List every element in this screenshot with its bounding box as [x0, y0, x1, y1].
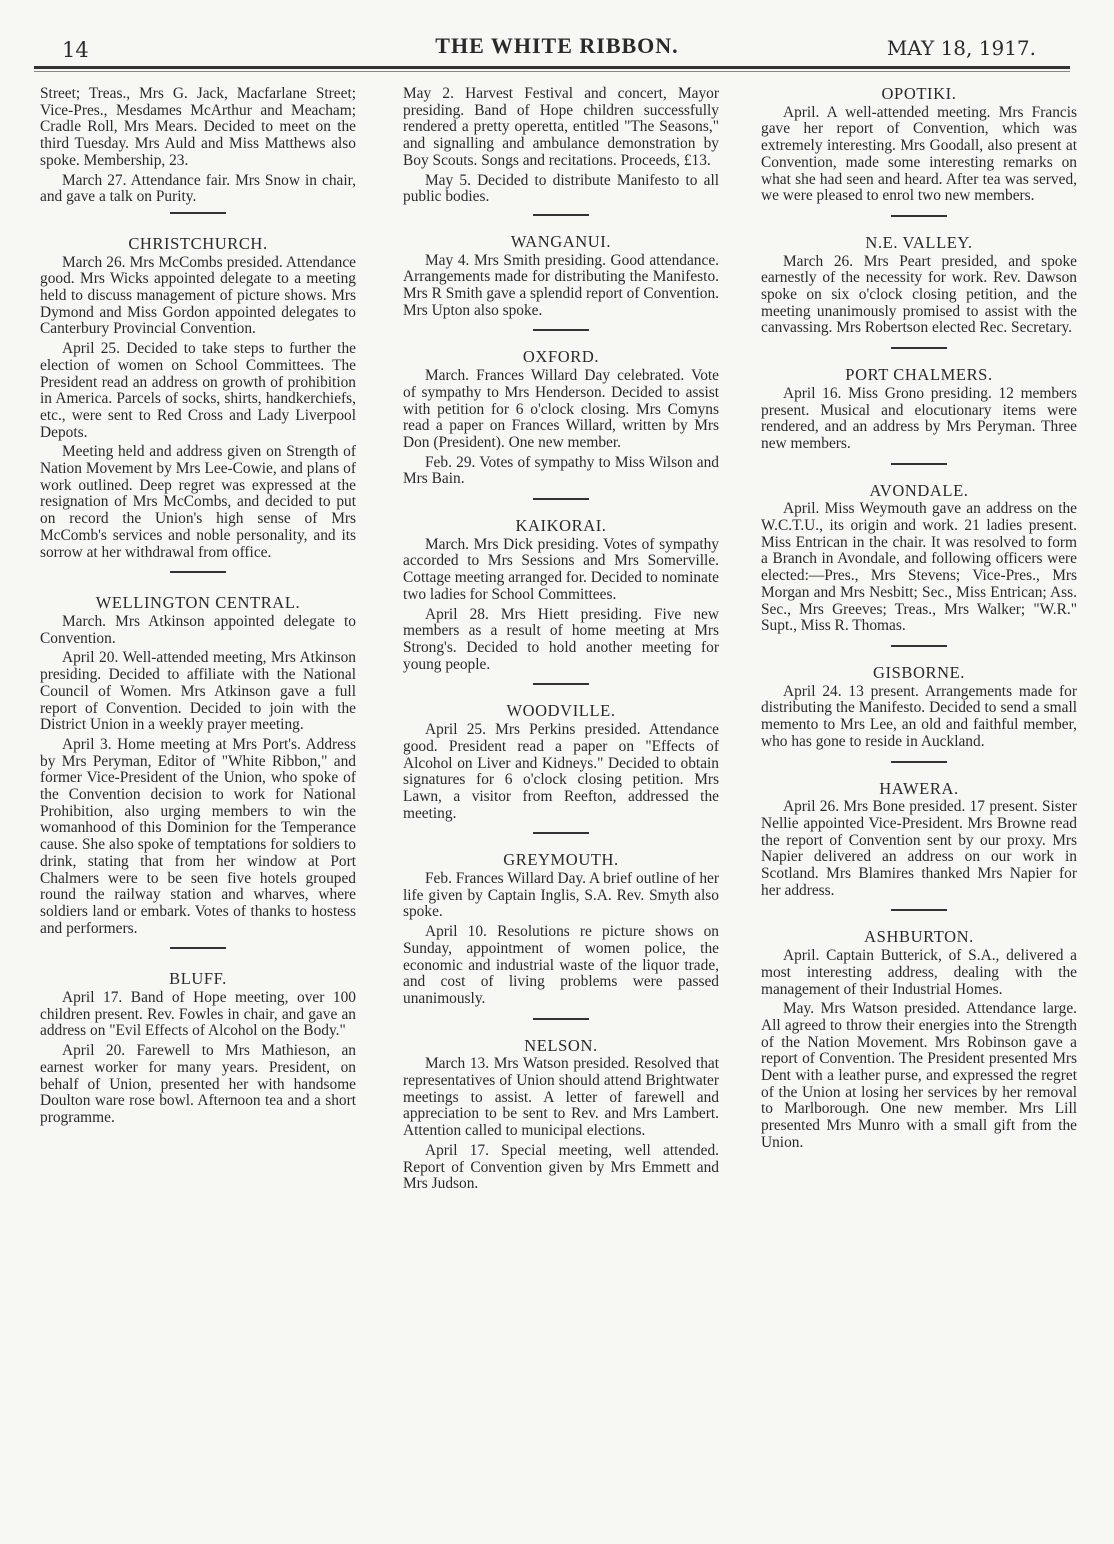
branch-heading: OPOTIKI. [881, 84, 957, 103]
section-divider [891, 463, 947, 465]
branch-report [403, 349, 719, 488]
branch-heading: GISBORNE. [872, 662, 966, 682]
branch-heading: BLUFF. [169, 969, 227, 989]
branch-heading: WELLINGTON CENTRAL. [95, 593, 301, 613]
branch-report [761, 929, 1077, 1151]
branch-report [403, 703, 719, 822]
section-divider [533, 329, 589, 331]
report-paragraph: April. A well-attended meeting. Mrs Francis gave her report of Convention, which was extremely interesting. Mrs Goodall, also present at Convention, made some interesting remarks on what she had seen and heard. After tea was served, we were pleased to enrol two new members. [761, 103, 1077, 205]
report-paragraph: April 26. Mrs Bone presided. 17 present. Sister Nellie appointed Vice-President. Mrs Browne read the report of Convention sent by our proxy. Mrs Napier delivered an address on our work in Scotland. Mrs Blamires thanked Mrs Napier for her address. [761, 798, 1077, 899]
branch-heading: N.E. VALLEY. [865, 232, 973, 252]
report-paragraph: April. Captain Butterick, of S.A., delivered a most interesting address, dealing with the management of their Industrial Homes. [761, 947, 1077, 998]
branch-report [403, 518, 719, 673]
report-paragraph: April 20. Farewell to Mrs Mathieson, an earnest worker for many years. President, on behalf of Union, presented her with handsome Doulton ware rose bowl. Afternoon tea and a short programme. [40, 1042, 356, 1126]
report-paragraph: March 26. Mrs Peart presided, and spoke earnestly of the necessity for work. Rev. Dawson spoke on six o'clock closing petition, and the meeting unanimously promised to assist with the canvassing. Mrs Robertson elected Rec. Secretary. [761, 252, 1077, 337]
report-paragraph: Meeting held and address given on Strength of Nation Movement by Mrs Lee-Cowie, and plans of work outlined. Deep regret was expressed at the resignation of Mrs McCombs, and decided to put on record the Union's high sense of Mrs McComb's services and noble personality, and its sorrow at her withdrawal from office. [40, 443, 356, 561]
column-2 [403, 86, 719, 1203]
section-divider [891, 347, 947, 349]
branch-report [761, 86, 1077, 205]
branch-report [761, 232, 1077, 337]
branch-heading: ASHBURTON. [864, 927, 974, 947]
branch-report [403, 1035, 719, 1193]
section-divider [891, 761, 947, 763]
report-paragraph: March 26. Mrs McCombs presided. Attendance good. Mrs Wicks appointed delegate to a meeting held to discuss management of picture shows. Mrs Dymond and Miss Gordon appointed delegates to Canterbury Provincial Convention. [40, 253, 356, 338]
report-paragraph: April 3. Home meeting at Mrs Port's. Address by Mrs Peryman, Editor of "White Ribbon," and former Vice-President of the Union, who spoke of the Convention decision to work for National Prohibition, also urging members to win the womanhood of this Dominion for the Temperance cause. She also spoke of temptations for soldiers to drink, stating that from her window at Port Chalmers were to be seen five hotels grouped round the railway station and wharves, where soldiers land or embark. Votes of thanks to hostess and performers. [40, 735, 356, 937]
branch-heading: PORT CHALMERS. [845, 365, 993, 385]
section-divider [170, 947, 226, 949]
section-divider [891, 645, 947, 647]
report-paragraph: April 25. Mrs Perkins presided. Attendance good. President read a paper on "Effects of Alcohol on Liver and Kidneys." Decided to obtain signatures for 6 o'clock closing petition. Mrs Lawn, a visitor from Reefton, addressed the meeting. [403, 721, 719, 822]
report-paragraph: March. Mrs Atkinson appointed delegate to Convention. [40, 612, 356, 647]
branch-report [761, 480, 1077, 635]
branch-heading: GREYMOUTH. [503, 850, 619, 870]
report-paragraph: April 20. Well-attended meeting, Mrs Atkinson presiding. Decided to affiliate with the National Council of Women. Mrs Atkinson gave a full report of Convention. Decided to join with the District Union in a weekly prayer meeting. [40, 649, 356, 734]
publication-title: THE WHITE RIBBON. [435, 33, 679, 58]
intro-paragraph: May 5. Decided to distribute Manifesto to all public bodies. [403, 171, 719, 206]
branch-heading: WOODVILLE. [506, 701, 616, 721]
branch-heading: CHRISTCHURCH. [128, 233, 268, 253]
intro-paragraph: May 2. Harvest Festival and concert, Mayor presiding. Band of Hope children successfully rendered a pretty operetta, entitled "The Seasons," and signalling and ambulance demonstration by Boy Scouts. Songs and recitations. Proceeds, £13. [403, 85, 719, 169]
report-paragraph: March. Mrs Dick presiding. Votes of sympathy accorded to Mrs Sessions and Mrs Somerville. Cottage meeting arranged for. Decided to nominate two ladies for School Committees. [403, 535, 719, 603]
report-paragraph: April 17. Band of Hope meeting, over 100 children present. Rev. Fowles in chair, and gave an address on "Evil Effects of Alcohol on the Body." [40, 989, 356, 1040]
branch-report [761, 367, 1077, 453]
branch-heading: NELSON. [524, 1035, 598, 1055]
report-paragraph: March. Frances Willard Day celebrated. Vote of sympathy to Mrs Henderson. Decided to assist with petition for 6 o'clock closing. Mrs Comyns read a paper on Frances Willard, written by Mrs Don (President). One new member. [403, 367, 719, 451]
section-divider [170, 571, 226, 573]
branch-heading: KAIKORAI. [515, 516, 607, 536]
section-divider [170, 212, 226, 214]
report-paragraph: Feb. Frances Willard Day. A brief outline of her life given by Captain Inglis, S.A. Rev. Smyth also spoke. [403, 870, 719, 921]
report-paragraph: April 17. Special meeting, well attended. Report of Convention given by Mrs Emmett and Mrs Judson. [403, 1141, 719, 1193]
section-divider [891, 909, 947, 911]
column-3 [761, 86, 1077, 1162]
branch-heading: WANGANUI. [510, 231, 612, 251]
report-paragraph: Feb. 29. Votes of sympathy to Miss Wilson and Mrs Bain. [403, 453, 719, 488]
report-paragraph: April 10. Resolutions re picture shows on Sunday, appointment of women police, the economic and industrial waste of the liquor trade, and cost of living problems were passed unanimously. [403, 923, 719, 1007]
branch-heading: HAWERA. [879, 778, 959, 798]
branch-report [761, 778, 1077, 900]
branch-heading: AVONDALE. [869, 480, 969, 500]
report-paragraph: April 28. Mrs Hiett presiding. Five new members as a result of home meeting at Mrs Strong's. Decided to hold another meeting for young people. [403, 605, 719, 673]
section-divider [533, 214, 589, 216]
branch-report [40, 595, 356, 937]
report-paragraph: May 4. Mrs Smith presiding. Good attendance. Arrangements made for distributing the Manifesto. Mrs R Smith gave a splendid report of Convention. Mrs Upton also spoke. [403, 251, 719, 319]
section-divider [533, 683, 589, 685]
report-paragraph: April 25. Decided to take steps to further the election of women on School Committees. The President read an address on growth of prohibition in America. Parcels of socks, shirts, handkerchiefs, etc., were sent to Red Cross and Lady Liverpool Depots. [40, 340, 356, 441]
report-paragraph: April. Miss Weymouth gave an address on the W.C.T.U., its origin and work. 21 ladies present. Miss Entrican in the chair. It was resolved to form a Branch in Avondale, and following officers were elected:—Pres., Mrs Stevens; Vice-Pres., Mrs Morgan and Mrs Nesbitt; Sec., Miss Entrican; Ass. Sec., Mrs Greeves; Treas., Mrs Walker; "W.R." Supt., Miss R. Thomas. [761, 500, 1077, 635]
branch-report [403, 231, 719, 320]
section-divider [533, 832, 589, 834]
section-divider [533, 1018, 589, 1020]
intro-paragraph: Street; Treas., Mrs G. Jack, Macfarlane Street; Vice-Pres., Mesdames McArthur and Meacham; Cradle Roll, Mrs Mears. Decided to meet on the third Tuesday. Mrs Auld and Miss Matthews also spoke. Membership, 23. [40, 85, 356, 169]
report-paragraph: May. Mrs Watson presided. Attendance large. All agreed to throw their energies into the Strength of the Nation Movement. Mrs Robinson gave a report of Convention. The President presented Mrs Dent with a leather purse, and expressed the regret of the Union at losing her services by her removal to Marlborough. One new member. Mrs Lill presented Mrs Munro with a small gift from the Union. [761, 1000, 1077, 1151]
branch-heading: OXFORD. [522, 347, 600, 367]
report-paragraph: March 13. Mrs Watson presided. Resolved that representatives of Union should attend Brightwater meetings to assist. A letter of farewell and appreciation to be sent to Rev. and Mrs Lambert. Attention called to municipal elections. [403, 1055, 719, 1140]
section-divider [533, 498, 589, 500]
column-1 [40, 86, 356, 1137]
section-divider [891, 215, 947, 217]
branch-report [761, 662, 1077, 751]
issue-date: MAY 18, 1917. [886, 36, 1036, 60]
header-rule-thin [34, 71, 1070, 72]
page-number: 14 [62, 38, 89, 62]
report-paragraph: April 16. Miss Grono presiding. 12 members present. Musical and elocutionary items were rendered, and an address by Mrs Peryman. Three new members. [761, 384, 1077, 452]
branch-report [40, 971, 356, 1126]
header-rule [34, 66, 1070, 69]
branch-report [40, 233, 356, 561]
branch-report [403, 852, 719, 1007]
report-paragraph: April 24. 13 present. Arrangements made for distributing the Manifesto. Decided to send a small memento to Mrs Lee, an old and faithful member, who has gone to reside in Auckland. [761, 682, 1077, 750]
intro-paragraph: March 27. Attendance fair. Mrs Snow in chair, and gave a talk on Purity. [40, 171, 356, 206]
